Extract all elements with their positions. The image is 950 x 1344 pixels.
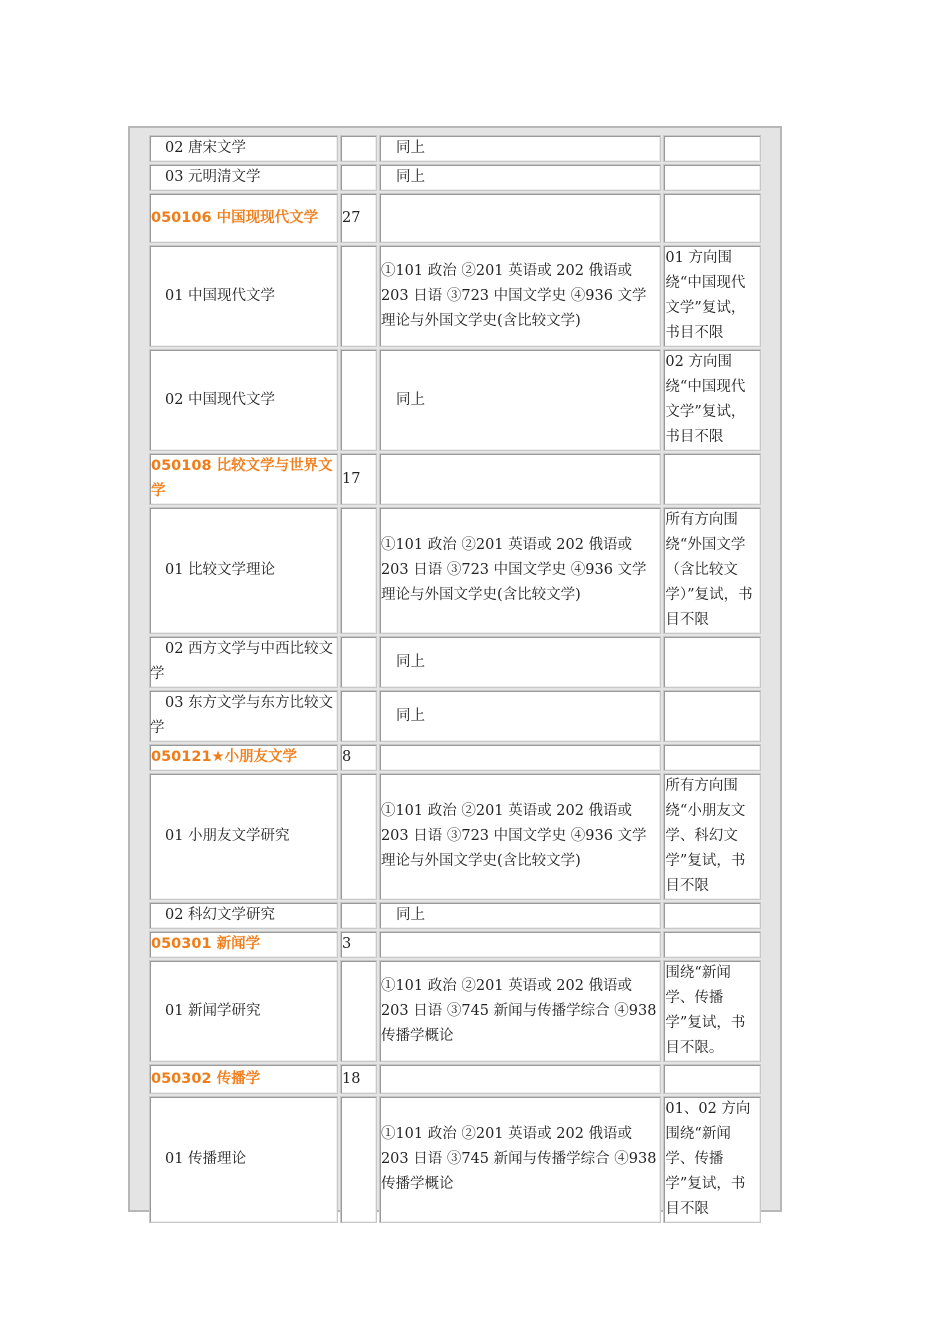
direction-name: 01 中国现代文学	[149, 245, 338, 347]
retest-note: 01 方向围绕“中国现代文学”复试，书目不限	[663, 245, 761, 347]
exam-subjects: ①101 政治 ②201 英语或 202 俄语或 203 日语 ③723 中国文学史 ④936 文学理论与外国文学史(含比较文学)	[379, 773, 661, 900]
enrollment-count: 8	[340, 744, 377, 771]
table-row	[149, 931, 761, 958]
exam-subjects: ①101 政治 ②201 英语或 202 俄语或 203 日语 ③723 中国文学史 ④936 文学理论与外国文学史(含比较文学)	[379, 507, 661, 634]
table-row	[149, 164, 761, 191]
enrollment-count	[340, 690, 377, 742]
table-row	[149, 902, 761, 929]
retest-note: 02 方向围绕“中国现代文学”复试，书目不限	[663, 349, 761, 451]
retest-note	[663, 931, 761, 958]
exam-subjects	[379, 193, 661, 243]
direction-name	[149, 636, 338, 688]
exam-subjects: ①101 政治 ②201 英语或 202 俄语或 203 日语 ③745 新闻与传播学综合 ④938 传播学概论	[379, 960, 661, 1062]
enrollment-count: 3	[340, 931, 377, 958]
major-name: 050301 新闻学	[149, 931, 338, 958]
enrollment-count	[340, 902, 377, 929]
exam-subjects	[379, 453, 661, 505]
direction-name-text: 03 东方文学与东方比较文学	[150, 695, 334, 736]
retest-note	[663, 690, 761, 742]
enrollment-count	[340, 773, 377, 900]
retest-note	[663, 164, 761, 191]
enrollment-count: 17	[340, 453, 377, 505]
direction-name: 02 科幻文学研究	[149, 902, 338, 929]
table-row	[149, 960, 761, 1062]
enrollment-count: 27	[340, 193, 377, 243]
table-row	[149, 1096, 761, 1223]
enrollment-count	[340, 245, 377, 347]
direction-name: 03 元明清文学	[149, 164, 338, 191]
exam-subjects: 同上	[379, 902, 661, 929]
exam-subjects: ①101 政治 ②201 英语或 202 俄语或 203 日语 ③723 中国文学史 ④936 文学理论与外国文学史(含比较文学)	[379, 245, 661, 347]
direction-name-text: 02 西方文学与中西比较文学	[150, 641, 334, 682]
retest-note: 所有方向围绕“外国文学（含比较文学）”复试，书目不限	[663, 507, 761, 634]
retest-note	[663, 135, 761, 162]
direction-name: 02 中国现代文学	[149, 349, 338, 451]
major-name: 050108 比较文学与世界文学	[149, 453, 338, 505]
retest-note: 01、02 方向围绕“新闻学、传播学”复试，书目不限	[663, 1096, 761, 1223]
table-row	[149, 690, 761, 742]
table-row	[149, 744, 761, 771]
table-row	[149, 773, 761, 900]
exam-subjects: 同上	[379, 164, 661, 191]
table-row	[149, 193, 761, 243]
direction-name: 01 小朋友文学研究	[149, 773, 338, 900]
retest-note	[663, 636, 761, 688]
table-row	[149, 135, 761, 162]
enrollment-count: 18	[340, 1064, 377, 1094]
retest-note: 所有方向围绕“小朋友文学、科幻文学”复试，书目不限	[663, 773, 761, 900]
direction-name: 01 新闻学研究	[149, 960, 338, 1062]
direction-name: 01 比较文学理论	[149, 507, 338, 634]
retest-note: 围绕“新闻学、传播学”复试，书目不限。	[663, 960, 761, 1062]
enrollment-count	[340, 507, 377, 634]
retest-note	[663, 1064, 761, 1094]
retest-note	[663, 902, 761, 929]
retest-note	[663, 193, 761, 243]
major-name: 050121★小朋友文学	[149, 744, 338, 771]
enrollment-count	[340, 349, 377, 451]
exam-subjects: 同上	[379, 636, 661, 688]
table-row	[149, 245, 761, 347]
direction-name: 02 唐宋文学	[149, 135, 338, 162]
retest-note	[663, 744, 761, 771]
major-name: 050106 中国现现代文学	[149, 193, 338, 243]
exam-subjects: 同上	[379, 690, 661, 742]
table-row	[149, 349, 761, 451]
table-row	[149, 636, 761, 688]
exam-subjects: 同上	[379, 349, 661, 451]
major-name: 050302 传播学	[149, 1064, 338, 1094]
enrollment-count	[340, 135, 377, 162]
direction-name	[149, 690, 338, 742]
retest-note	[663, 453, 761, 505]
enrollment-count	[340, 1096, 377, 1223]
exam-subjects	[379, 744, 661, 771]
enrollment-count	[340, 960, 377, 1062]
table-row	[149, 1064, 761, 1094]
table-row	[149, 507, 761, 634]
admissions-table	[147, 133, 763, 1225]
table-row	[149, 453, 761, 505]
exam-subjects	[379, 931, 661, 958]
enrollment-count	[340, 636, 377, 688]
exam-subjects	[379, 1064, 661, 1094]
exam-subjects: 同上	[379, 135, 661, 162]
exam-subjects: ①101 政治 ②201 英语或 202 俄语或 203 日语 ③745 新闻与传播学综合 ④938 传播学概论	[379, 1096, 661, 1223]
direction-name: 01 传播理论	[149, 1096, 338, 1223]
enrollment-count	[340, 164, 377, 191]
